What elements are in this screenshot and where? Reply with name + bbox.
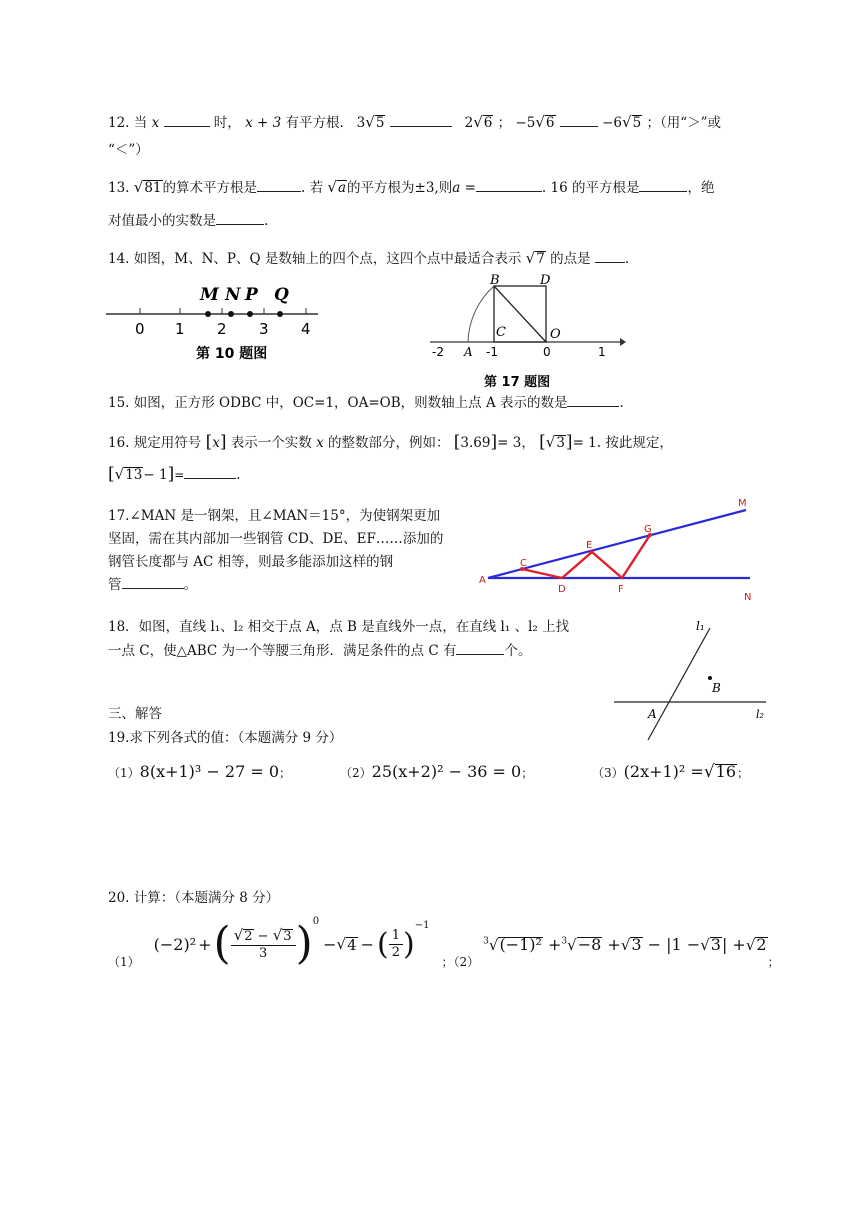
sqrt-81: √81 (133, 178, 162, 196)
q19-part-3: （3）(2x+1)² =√16； (592, 762, 750, 782)
q12-text-2: 时， (213, 115, 241, 131)
q12-line-2: “＜”） (108, 142, 149, 158)
q16-eq: = (174, 468, 185, 482)
label-C: C (520, 558, 527, 569)
tick-label-2: 2 (217, 320, 227, 338)
var-x: x (151, 115, 160, 131)
tick-label-0: 0 (135, 320, 145, 338)
q20-plus: + (198, 934, 212, 954)
label-B: B (712, 681, 721, 695)
axis-arrow (620, 338, 626, 346)
point-B (708, 676, 712, 680)
figure-10-number-line (104, 278, 328, 368)
q12-expr: x + 3 (245, 115, 282, 131)
label-O: O (550, 327, 561, 342)
q15-end: . (619, 395, 624, 411)
q20-sqrt3-b: 3 (631, 934, 642, 954)
question-15 (108, 392, 624, 413)
var-x: x (316, 435, 324, 451)
tick-label-4: 4 (301, 320, 311, 338)
q19-expr-2: 25(x+2)² − 36 = 0 (371, 762, 522, 781)
q18-l2-text: 一点 C，使△ABC 为一个等腰三角形．满足条件的点 C 有 (108, 643, 457, 659)
q20-term-1: (−2)² (153, 934, 197, 954)
q16-end: . (236, 467, 241, 483)
section-heading: 三、解答 (108, 706, 162, 722)
line-l1 (648, 628, 710, 740)
q16-ex1: 3.69 (460, 435, 491, 451)
q19-expr-3: (2x+1)² = (623, 762, 704, 781)
q20-exp0: 0 (312, 916, 320, 927)
q19-sqrt16: 16 (715, 762, 737, 781)
q16-blank (184, 464, 236, 479)
q12-number: 12. (108, 115, 130, 131)
fig17-caption: 第 17 题图 (484, 375, 551, 390)
q15-text: 15. 如图，正方形 ODBC 中，OC=1，OA=OB，则数轴上点 A 表示的数是 (108, 395, 568, 411)
q20-minus-1: − (323, 934, 337, 954)
q13-blank-1 (257, 177, 301, 192)
q16-ex2: 3 (556, 435, 565, 451)
q12-blank-3 (560, 112, 598, 127)
tick-label-1: 1 (175, 320, 185, 338)
q16-text-4: . 按此规定， (596, 435, 673, 451)
q17-line-1: 17.∠MAN 是一钢架，且∠MAN＝15°，为使钢架更加 (108, 508, 441, 524)
q19-p3-label: （3） (592, 766, 624, 780)
q13-pm3: ±3 (414, 180, 435, 196)
label-C: C (496, 325, 506, 340)
q12-b1: −5√6 (515, 113, 555, 131)
q16-eq3: = 3 (497, 435, 522, 451)
q20-cbrt-1: (−1)² (499, 934, 542, 954)
q13-aeq: a = (452, 180, 476, 196)
q16-minus1: − 1 (143, 467, 168, 483)
q14-text: 14. 如图，M、N、P、Q 是数轴上的四个点，这四个点中最适合表示 (108, 251, 522, 267)
label-Q: Q (274, 285, 289, 305)
q20-half (389, 928, 403, 961)
question-17 (108, 505, 468, 597)
q19-p1-label: （1） (108, 766, 140, 780)
q20-sqrt2-b: 2 (756, 934, 767, 954)
question-12 (108, 112, 721, 133)
q20-sqrt3: 3 (283, 928, 292, 944)
label-l1: l₁ (696, 619, 705, 633)
q18-l2-end: 个。 (504, 643, 532, 659)
q20-frac-minus: − (253, 928, 273, 944)
label-l2: l₂ (756, 708, 764, 721)
q13-number: 13. (108, 180, 130, 196)
q20-cbrt-2: −8 (577, 934, 602, 954)
arc (468, 286, 494, 342)
q12-a1: 3√5 (356, 113, 385, 131)
q13-text-6: ，绝 (687, 180, 715, 196)
q20-sqrt4: 4 (347, 935, 357, 954)
q20-title: 20. 计算：（本题满分 8 分） (108, 890, 280, 906)
q12-blank-2 (390, 112, 452, 127)
q12-a2: 2√6 (464, 113, 493, 131)
q19-expr-1: 8(x+1)³ − 27 = 0 (139, 762, 280, 781)
q12-sep: ； (497, 115, 512, 131)
q17-line-3: 钢管长度都与 AC 相等，则最多能添加这样的钢 (108, 554, 394, 570)
q13-blank-2 (476, 177, 542, 192)
label-A: A (464, 345, 473, 359)
fig10-caption: 第 10 题图 (196, 346, 268, 362)
label-F: F (618, 584, 624, 595)
q14-text-2: 的点是 (550, 251, 591, 267)
figure-steel-frame (476, 490, 760, 606)
label-E: E (586, 540, 593, 551)
q20-part-2: $^3$√(−1)² +$^3$√−8 +√3 − |1 −√3| +√2 (483, 934, 767, 954)
q13-line2-text: 对值最小的实数是 (108, 213, 216, 229)
q19-title: 19.求下列各式的值：（本题满分 9 分） (108, 730, 343, 746)
label-A: A (648, 707, 657, 721)
q20-fraction: $\frac{√2 - √3}{3}$ (231, 927, 296, 962)
q17-blank (122, 574, 184, 589)
tick-label-3: 3 (259, 320, 269, 338)
q19-part-2 (340, 762, 533, 783)
q20-sqrt2: 2 (244, 928, 253, 944)
q16-text: 16. 规定用符号 (108, 435, 202, 451)
q13-line-2 (108, 210, 268, 231)
point-P (247, 311, 253, 317)
q14-blank (595, 248, 625, 263)
q20-expm1: −1 (414, 920, 430, 931)
q12-text: 当 (133, 115, 148, 131)
q12-text-3: 有平方根. (285, 115, 344, 131)
label-D: D (558, 584, 566, 595)
q18-line-1: 18．如图，直线 l₁、l₂ 相交于点 A，点 B 是直线外一点，在直线 l₁ 、l₂ 上找 (108, 619, 570, 635)
tick-label-neg1: -1 (486, 345, 498, 359)
question-18 (108, 615, 608, 663)
q20-p1-label: （1） (108, 955, 140, 969)
label-M: M (738, 498, 747, 509)
figure-square-number-line (426, 268, 626, 392)
q17-line-2: 坚固，需在其内部加一些钢管 CD、DE、EF……添加的 (108, 531, 444, 547)
q20-p2-label: ；（2） (441, 955, 480, 969)
q17-l4-end: 。 (183, 577, 197, 593)
point-M (205, 311, 211, 317)
q18-line-2 (108, 639, 608, 663)
figure-18-lines (608, 618, 774, 746)
tick-label-0: 0 (543, 345, 551, 359)
q20-half-num: 1 (389, 928, 403, 945)
q20-abs-sqrt3: 3 (710, 934, 721, 954)
q13-text-5: . 16 的平方根是 (541, 180, 640, 196)
q13-text-2: . 若 (301, 180, 324, 196)
label-N: N (744, 592, 752, 603)
q13-blank-4 (216, 210, 264, 225)
question-16: 16. 规定用符号 [x] 表示一个实数 x 的整数部分，例如： [3.69]= 3， [√3]= 1. 按此规定， (108, 432, 673, 452)
point-Q (277, 311, 283, 317)
label-N: N (225, 285, 241, 305)
q16-text-3: 的整数部分，例如： (327, 435, 450, 451)
q12-text-4: ；（用“＞”或 (646, 115, 722, 131)
sqrt-a: √a (327, 178, 347, 196)
q15-blank (567, 392, 619, 407)
tick-label-1: 1 (598, 345, 606, 359)
sqrt-7: √7 (525, 249, 545, 267)
q19-p2-label: （2） (340, 766, 372, 780)
q19-part-1 (108, 762, 291, 783)
label-A: A (479, 575, 486, 586)
q14-end: . (624, 251, 630, 267)
q13-text: 的算术平方根是 (162, 180, 258, 196)
point-N (228, 311, 234, 317)
q12-b2: −6√5 (602, 113, 642, 131)
q20-semi: ； (767, 955, 780, 969)
q20-frac-den: 3 (258, 945, 268, 961)
q13-blank-3 (639, 177, 687, 192)
q13-text-3: 的平方根为 (347, 180, 415, 196)
q19-semi-1: ； (279, 766, 292, 780)
q20-abs-inner: 1 − (671, 934, 701, 954)
question-13 (108, 177, 714, 198)
q16-bracket-x: x (212, 435, 220, 451)
tick-label-neg2: -2 (432, 345, 444, 359)
label-B: B (490, 273, 500, 288)
q12-blank-1 (164, 112, 210, 127)
label-G: G (644, 524, 652, 535)
q19-semi-2: ； (521, 766, 534, 780)
q20-minus-2: − (360, 934, 375, 954)
q13-line2-end: . (264, 213, 269, 229)
q16-sqrt13: 13 (125, 467, 143, 483)
label-D: D (540, 273, 551, 288)
q20-part-1: （1） (−2)² + ( $\frac{√2 - √3}{3}$ ) 0 − √ 4 − ( $\frac{1}{2}$ ) −1 ；（2） $^3$√(−1)² +$^3$√−8 +√3 − |1 −√3| +√2 ； (108, 916, 780, 969)
q19-semi-3: ； (737, 766, 750, 780)
q16-text-2: 表示一个实数 (230, 435, 312, 451)
label-M: M (200, 285, 219, 305)
q16-eq1: = 1 (572, 435, 597, 451)
q16-line-2: [√13− 1]= . (108, 464, 241, 484)
q17-l4-text: 管 (108, 577, 122, 593)
q16-comma: ， (521, 435, 535, 451)
q13-text-4: ,则 (434, 180, 453, 196)
label-P: P (245, 285, 258, 305)
q20-half-den: 2 (391, 944, 401, 960)
q17-line-4 (108, 574, 468, 597)
question-14 (108, 248, 629, 269)
q18-blank (456, 640, 504, 655)
